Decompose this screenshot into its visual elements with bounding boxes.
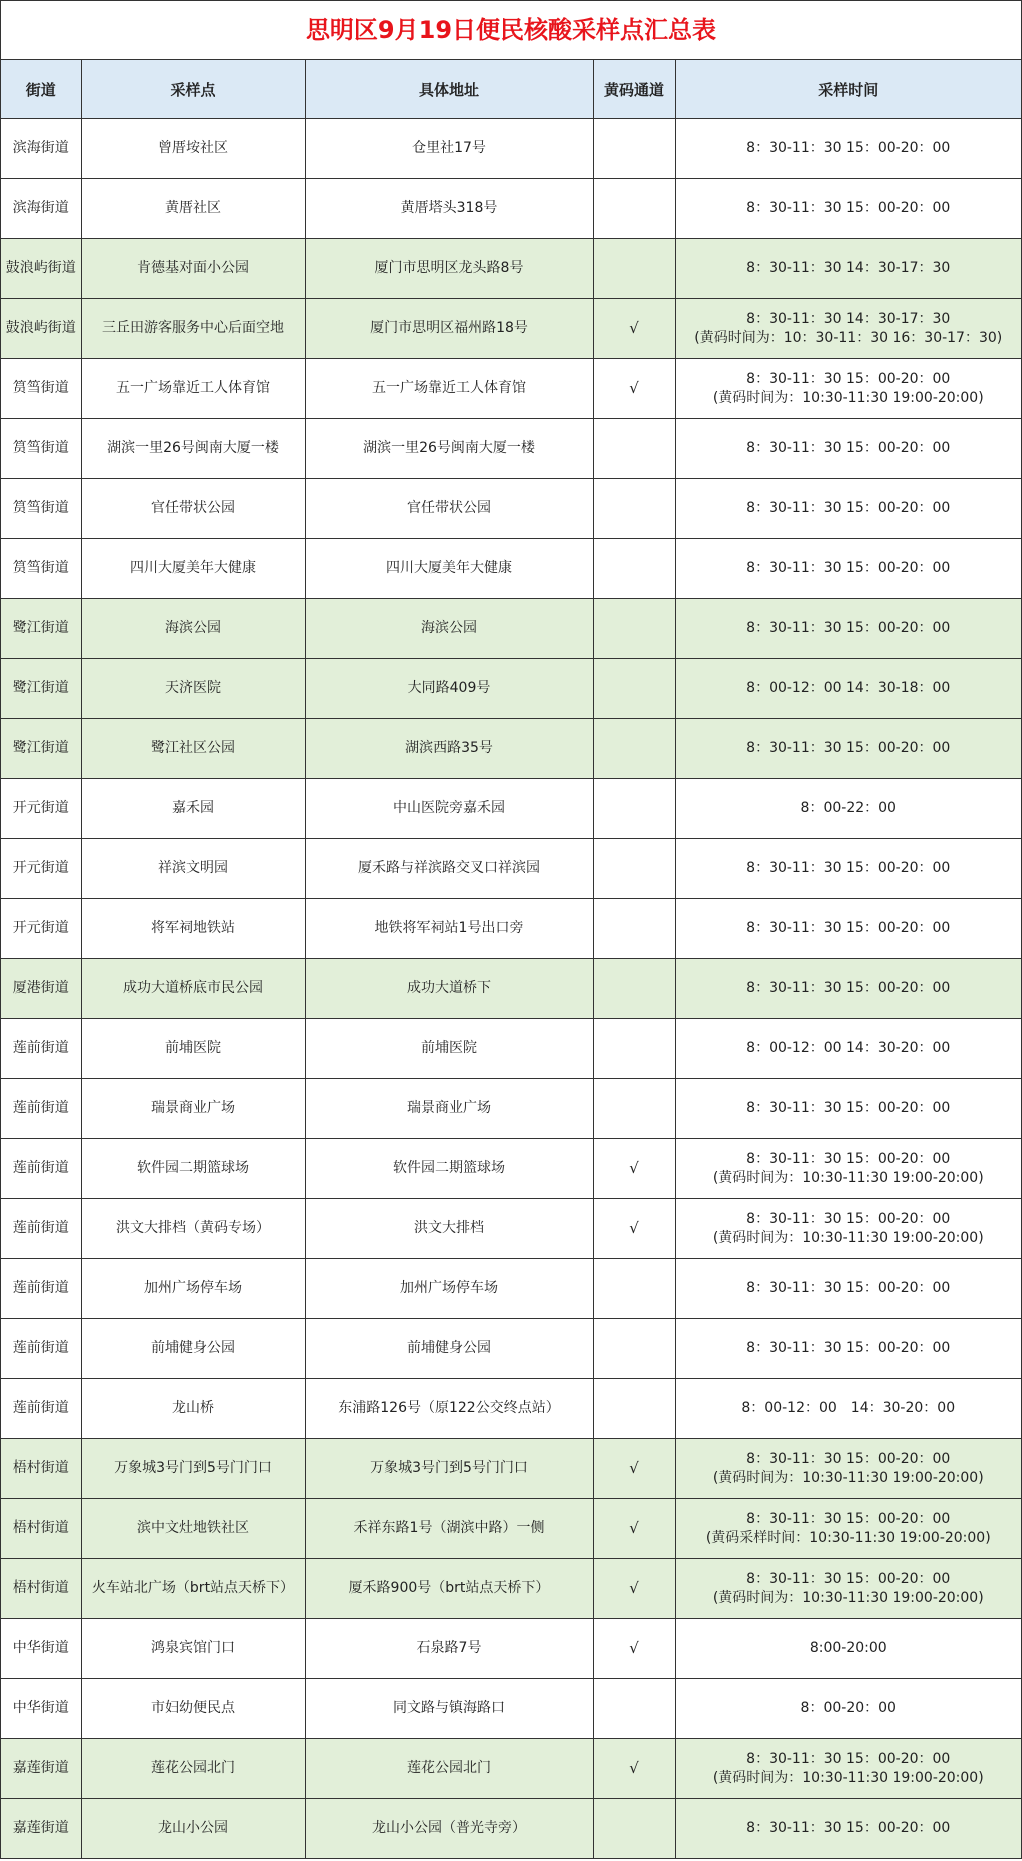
cell-street: 嘉莲街道 xyxy=(1,1739,81,1799)
table-row xyxy=(1,419,1021,479)
cell-street: 筼筜街道 xyxy=(1,539,81,599)
cell-sampling-time xyxy=(675,179,1021,239)
cell-street: 梧村街道 xyxy=(1,1559,81,1619)
sampling-time-text: 8：30-11：30 15：00-20：00 xyxy=(746,1510,951,1527)
table-row xyxy=(1,959,1021,1019)
table-row xyxy=(1,1679,1021,1739)
cell-site: 鹭江社区公园 xyxy=(81,719,305,779)
header-street: 街道 xyxy=(1,60,81,119)
table-row xyxy=(1,899,1021,959)
table-row xyxy=(1,1079,1021,1139)
yellow-code-time-text: (黄码时间为：10:30-11:30 19:00-20:00) xyxy=(712,1589,984,1606)
cell-address: 加州广场停车场 xyxy=(305,1259,593,1319)
cell-sampling-time xyxy=(675,1619,1021,1679)
cell-site: 前埔医院 xyxy=(81,1019,305,1079)
cell-site: 市妇幼便民点 xyxy=(81,1679,305,1739)
cell-street: 莲前街道 xyxy=(1,1319,81,1379)
table-body xyxy=(1,119,1021,1859)
cell-address: 前埔健身公园 xyxy=(305,1319,593,1379)
header-address: 具体地址 xyxy=(305,60,593,119)
sampling-time-text: 8：30-11：30 15：00-20：00 xyxy=(746,200,951,216)
table-row xyxy=(1,119,1021,179)
sampling-time-text: 8：30-11：30 15：00-20：00 xyxy=(746,1280,951,1296)
cell-site: 三丘田游客服务中心后面空地 xyxy=(81,299,305,359)
cell-sampling-time xyxy=(675,1199,1021,1259)
cell-yellow-channel xyxy=(593,119,675,179)
cell-address: 前埔医院 xyxy=(305,1019,593,1079)
table-row xyxy=(1,299,1021,359)
yellow-code-time-text: (黄码时间为：10:30-11:30 19:00-20:00) xyxy=(712,1169,984,1186)
yellow-code-time-text: (黄码时间为：10:30-11:30 19:00-20:00) xyxy=(712,1229,984,1246)
cell-street: 厦港街道 xyxy=(1,959,81,1019)
cell-street: 莲前街道 xyxy=(1,1379,81,1439)
cell-sampling-time xyxy=(675,1139,1021,1199)
cell-street: 鹭江街道 xyxy=(1,599,81,659)
cell-sampling-time xyxy=(675,1679,1021,1739)
sampling-time-text: 8：30-11：30 15：00-20：00 xyxy=(746,500,951,516)
cell-yellow-channel xyxy=(593,419,675,479)
cell-yellow-channel xyxy=(593,239,675,299)
sampling-time-text: 8：00-12：00 14：30-20：00 xyxy=(741,1400,956,1416)
cell-sampling-time xyxy=(675,659,1021,719)
yellow-code-time-text: (黄码时间为：10：30-11：30 16：30-17：30) xyxy=(694,329,1003,346)
cell-address: 龙山小公园（普光寺旁） xyxy=(305,1799,593,1859)
sampling-time-text: 8：30-11：30 15：00-20：00 xyxy=(746,1450,951,1467)
table-row xyxy=(1,1499,1021,1559)
cell-yellow-channel xyxy=(593,599,675,659)
sampling-time-text: 8：30-11：30 15：00-20：00 xyxy=(746,740,951,756)
cell-site: 万象城3号门到5号门门口 xyxy=(81,1439,305,1499)
cell-street: 鼓浪屿街道 xyxy=(1,299,81,359)
sampling-time-text: 8：00-12：00 14：30-20：00 xyxy=(746,1040,951,1056)
cell-site: 软件园二期篮球场 xyxy=(81,1139,305,1199)
sampling-time-text: 8：30-11：30 15：00-20：00 xyxy=(746,860,951,876)
cell-street: 滨海街道 xyxy=(1,179,81,239)
sampling-time-text: 8：00-20：00 xyxy=(800,1700,896,1716)
cell-sampling-time xyxy=(675,719,1021,779)
cell-street: 开元街道 xyxy=(1,779,81,839)
cell-site: 龙山小公园 xyxy=(81,1799,305,1859)
cell-address: 石泉路7号 xyxy=(305,1619,593,1679)
cell-yellow-channel xyxy=(593,539,675,599)
sampling-time-text: 8：30-11：30 15：00-20：00 xyxy=(746,920,951,936)
cell-street: 鼓浪屿街道 xyxy=(1,239,81,299)
header-row xyxy=(1,60,1021,119)
cell-site: 嘉禾园 xyxy=(81,779,305,839)
table-row xyxy=(1,479,1021,539)
cell-address: 湖滨一里26号闽南大厦一楼 xyxy=(305,419,593,479)
yellow-code-time-text: (黄码采样时间：10:30-11:30 19:00-20:00) xyxy=(705,1529,991,1546)
cell-sampling-time xyxy=(675,779,1021,839)
cell-sampling-time xyxy=(675,1799,1021,1859)
sampling-time-text: 8：30-11：30 15：00-20：00 xyxy=(746,1100,951,1116)
cell-site: 龙山桥 xyxy=(81,1379,305,1439)
cell-site: 湖滨一里26号闽南大厦一楼 xyxy=(81,419,305,479)
cell-address: 中山医院旁嘉禾园 xyxy=(305,779,593,839)
cell-street: 筼筜街道 xyxy=(1,359,81,419)
table-row xyxy=(1,239,1021,299)
cell-yellow-channel xyxy=(593,659,675,719)
cell-yellow-channel: √ xyxy=(593,359,675,419)
table-row xyxy=(1,659,1021,719)
cell-address: 洪文大排档 xyxy=(305,1199,593,1259)
sampling-time-text: 8：30-11：30 15：00-20：00 xyxy=(746,560,951,576)
table-row xyxy=(1,839,1021,899)
cell-site: 海滨公园 xyxy=(81,599,305,659)
yellow-code-time-text: (黄码时间为：10:30-11:30 19:00-20:00) xyxy=(712,1769,984,1786)
cell-address: 同文路与镇海路口 xyxy=(305,1679,593,1739)
cell-yellow-channel: √ xyxy=(593,1439,675,1499)
cell-street: 莲前街道 xyxy=(1,1019,81,1079)
cell-site: 曾厝垵社区 xyxy=(81,119,305,179)
table-row xyxy=(1,719,1021,779)
table-row xyxy=(1,779,1021,839)
cell-sampling-time xyxy=(675,1439,1021,1499)
cell-yellow-channel xyxy=(593,1259,675,1319)
cell-sampling-time xyxy=(675,1079,1021,1139)
cell-sampling-time xyxy=(675,1379,1021,1439)
cell-street: 中华街道 xyxy=(1,1679,81,1739)
sampling-time-text: 8：00-12：00 14：30-18：00 xyxy=(746,680,951,696)
cell-site: 瑞景商业广场 xyxy=(81,1079,305,1139)
cell-yellow-channel xyxy=(593,779,675,839)
cell-address: 海滨公园 xyxy=(305,599,593,659)
cell-sampling-time xyxy=(675,359,1021,419)
cell-sampling-time xyxy=(675,239,1021,299)
cell-street: 莲前街道 xyxy=(1,1139,81,1199)
cell-sampling-time xyxy=(675,899,1021,959)
cell-site: 鸿泉宾馆门口 xyxy=(81,1619,305,1679)
cell-address: 官任带状公园 xyxy=(305,479,593,539)
cell-address: 厦门市思明区龙头路8号 xyxy=(305,239,593,299)
cell-address: 厦禾路与祥滨路交叉口祥滨园 xyxy=(305,839,593,899)
cell-address: 禾祥东路1号（湖滨中路）一侧 xyxy=(305,1499,593,1559)
cell-yellow-channel xyxy=(593,1019,675,1079)
page-title: 思明区9月19日便民核酸采样点汇总表 xyxy=(1,1,1021,60)
table-row xyxy=(1,599,1021,659)
cell-site: 莲花公园北门 xyxy=(81,1739,305,1799)
cell-street: 莲前街道 xyxy=(1,1199,81,1259)
table-row xyxy=(1,1619,1021,1679)
sampling-time-text: 8：30-11：30 14：30-17：30 xyxy=(746,260,951,276)
sampling-time-text: 8：30-11：30 15：00-20：00 xyxy=(746,1210,951,1227)
table-row xyxy=(1,1379,1021,1439)
cell-street: 鹭江街道 xyxy=(1,719,81,779)
sampling-time-text: 8:00-20:00 xyxy=(809,1640,887,1656)
table-row xyxy=(1,1259,1021,1319)
cell-yellow-channel xyxy=(593,1319,675,1379)
cell-site: 五一广场靠近工人体育馆 xyxy=(81,359,305,419)
sampling-time-text: 8：30-11：30 14：30-17：30 xyxy=(746,310,951,327)
cell-yellow-channel xyxy=(593,1799,675,1859)
yellow-code-time-text: (黄码时间为：10:30-11:30 19:00-20:00) xyxy=(712,389,984,406)
cell-sampling-time xyxy=(675,959,1021,1019)
table-row xyxy=(1,1559,1021,1619)
cell-sampling-time xyxy=(675,1739,1021,1799)
sampling-time-text: 8：30-11：30 15：00-20：00 xyxy=(746,1570,951,1587)
table-row xyxy=(1,1319,1021,1379)
cell-street: 滨海街道 xyxy=(1,119,81,179)
cell-site: 将军祠地铁站 xyxy=(81,899,305,959)
cell-sampling-time xyxy=(675,599,1021,659)
table-row xyxy=(1,179,1021,239)
cell-address: 万象城3号门到5号门门口 xyxy=(305,1439,593,1499)
table-row xyxy=(1,1139,1021,1199)
table-row xyxy=(1,539,1021,599)
cell-street: 莲前街道 xyxy=(1,1259,81,1319)
cell-address: 东浦路126号（原122公交终点站） xyxy=(305,1379,593,1439)
table-row xyxy=(1,359,1021,419)
cell-street: 梧村街道 xyxy=(1,1499,81,1559)
cell-street: 中华街道 xyxy=(1,1619,81,1679)
cell-sampling-time xyxy=(675,419,1021,479)
cell-street: 莲前街道 xyxy=(1,1079,81,1139)
cell-street: 鹭江街道 xyxy=(1,659,81,719)
cell-site: 前埔健身公园 xyxy=(81,1319,305,1379)
table-row xyxy=(1,1019,1021,1079)
cell-site: 火车站北广场（brt站点天桥下） xyxy=(81,1559,305,1619)
cell-street: 开元街道 xyxy=(1,839,81,899)
cell-address: 黄厝塔头318号 xyxy=(305,179,593,239)
cell-site: 黄厝社区 xyxy=(81,179,305,239)
cell-sampling-time xyxy=(675,1499,1021,1559)
cell-street: 嘉莲街道 xyxy=(1,1799,81,1859)
table-row xyxy=(1,1799,1021,1859)
sampling-time-text: 8：30-11：30 15：00-20：00 xyxy=(746,140,951,156)
cell-address: 莲花公园北门 xyxy=(305,1739,593,1799)
cell-site: 滨中文灶地铁社区 xyxy=(81,1499,305,1559)
sampling-time-text: 8：30-11：30 15：00-20：00 xyxy=(746,1340,951,1356)
cell-site: 洪文大排档（黄码专场） xyxy=(81,1199,305,1259)
cell-address: 地铁将军祠站1号出口旁 xyxy=(305,899,593,959)
table-row xyxy=(1,1199,1021,1259)
cell-sampling-time xyxy=(675,119,1021,179)
cell-yellow-channel: √ xyxy=(593,1739,675,1799)
cell-street: 梧村街道 xyxy=(1,1439,81,1499)
sampling-time-text: 8：30-11：30 15：00-20：00 xyxy=(746,440,951,456)
yellow-code-time-text: (黄码时间为：10:30-11:30 19:00-20:00) xyxy=(712,1469,984,1486)
cell-site: 官任带状公园 xyxy=(81,479,305,539)
sampling-time-text: 8：30-11：30 15：00-20：00 xyxy=(746,980,951,996)
cell-site: 成功大道桥底市民公园 xyxy=(81,959,305,1019)
sampling-time-text: 8：30-11：30 15：00-20：00 xyxy=(746,1150,951,1167)
cell-yellow-channel xyxy=(593,839,675,899)
cell-yellow-channel: √ xyxy=(593,1619,675,1679)
sampling-time-text: 8：30-11：30 15：00-20：00 xyxy=(746,1750,951,1767)
cell-yellow-channel xyxy=(593,179,675,239)
cell-site: 天济医院 xyxy=(81,659,305,719)
sampling-sites-table xyxy=(1,60,1021,1858)
cell-yellow-channel: √ xyxy=(593,299,675,359)
cell-street: 开元街道 xyxy=(1,899,81,959)
cell-sampling-time xyxy=(675,839,1021,899)
cell-site: 肯德基对面小公园 xyxy=(81,239,305,299)
cell-yellow-channel xyxy=(593,719,675,779)
cell-address: 厦禾路900号（brt站点天桥下） xyxy=(305,1559,593,1619)
table-row xyxy=(1,1739,1021,1799)
cell-street: 筼筜街道 xyxy=(1,479,81,539)
cell-sampling-time xyxy=(675,1019,1021,1079)
cell-sampling-time xyxy=(675,299,1021,359)
header-yellow-channel: 黄码通道 xyxy=(593,60,675,119)
sampling-time-text: 8：00-22：00 xyxy=(800,800,896,816)
cell-address: 五一广场靠近工人体育馆 xyxy=(305,359,593,419)
cell-yellow-channel: √ xyxy=(593,1499,675,1559)
cell-sampling-time xyxy=(675,1259,1021,1319)
cell-site: 四川大厦美年大健康 xyxy=(81,539,305,599)
sampling-time-text: 8：30-11：30 15：00-20：00 xyxy=(746,620,951,636)
cell-yellow-channel: √ xyxy=(593,1139,675,1199)
cell-sampling-time xyxy=(675,1319,1021,1379)
cell-yellow-channel xyxy=(593,1379,675,1439)
cell-yellow-channel xyxy=(593,899,675,959)
cell-address: 瑞景商业广场 xyxy=(305,1079,593,1139)
cell-street: 筼筜街道 xyxy=(1,419,81,479)
cell-address: 仓里社17号 xyxy=(305,119,593,179)
cell-address: 大同路409号 xyxy=(305,659,593,719)
cell-sampling-time xyxy=(675,539,1021,599)
cell-sampling-time xyxy=(675,479,1021,539)
cell-address: 湖滨西路35号 xyxy=(305,719,593,779)
sampling-time-text: 8：30-11：30 15：00-20：00 xyxy=(746,370,951,387)
cell-address: 四川大厦美年大健康 xyxy=(305,539,593,599)
cell-address: 厦门市思明区福州路18号 xyxy=(305,299,593,359)
cell-address: 成功大道桥下 xyxy=(305,959,593,1019)
sampling-time-text: 8：30-11：30 15：00-20：00 xyxy=(746,1820,951,1836)
cell-yellow-channel xyxy=(593,1679,675,1739)
cell-yellow-channel xyxy=(593,959,675,1019)
cell-sampling-time xyxy=(675,1559,1021,1619)
cell-yellow-channel: √ xyxy=(593,1199,675,1259)
cell-yellow-channel xyxy=(593,1079,675,1139)
cell-site: 加州广场停车场 xyxy=(81,1259,305,1319)
cell-yellow-channel: √ xyxy=(593,1559,675,1619)
cell-yellow-channel xyxy=(593,479,675,539)
table-row xyxy=(1,1439,1021,1499)
cell-site: 祥滨文明园 xyxy=(81,839,305,899)
header-site: 采样点 xyxy=(81,60,305,119)
cell-address: 软件园二期篮球场 xyxy=(305,1139,593,1199)
header-sampling-time: 采样时间 xyxy=(675,60,1021,119)
